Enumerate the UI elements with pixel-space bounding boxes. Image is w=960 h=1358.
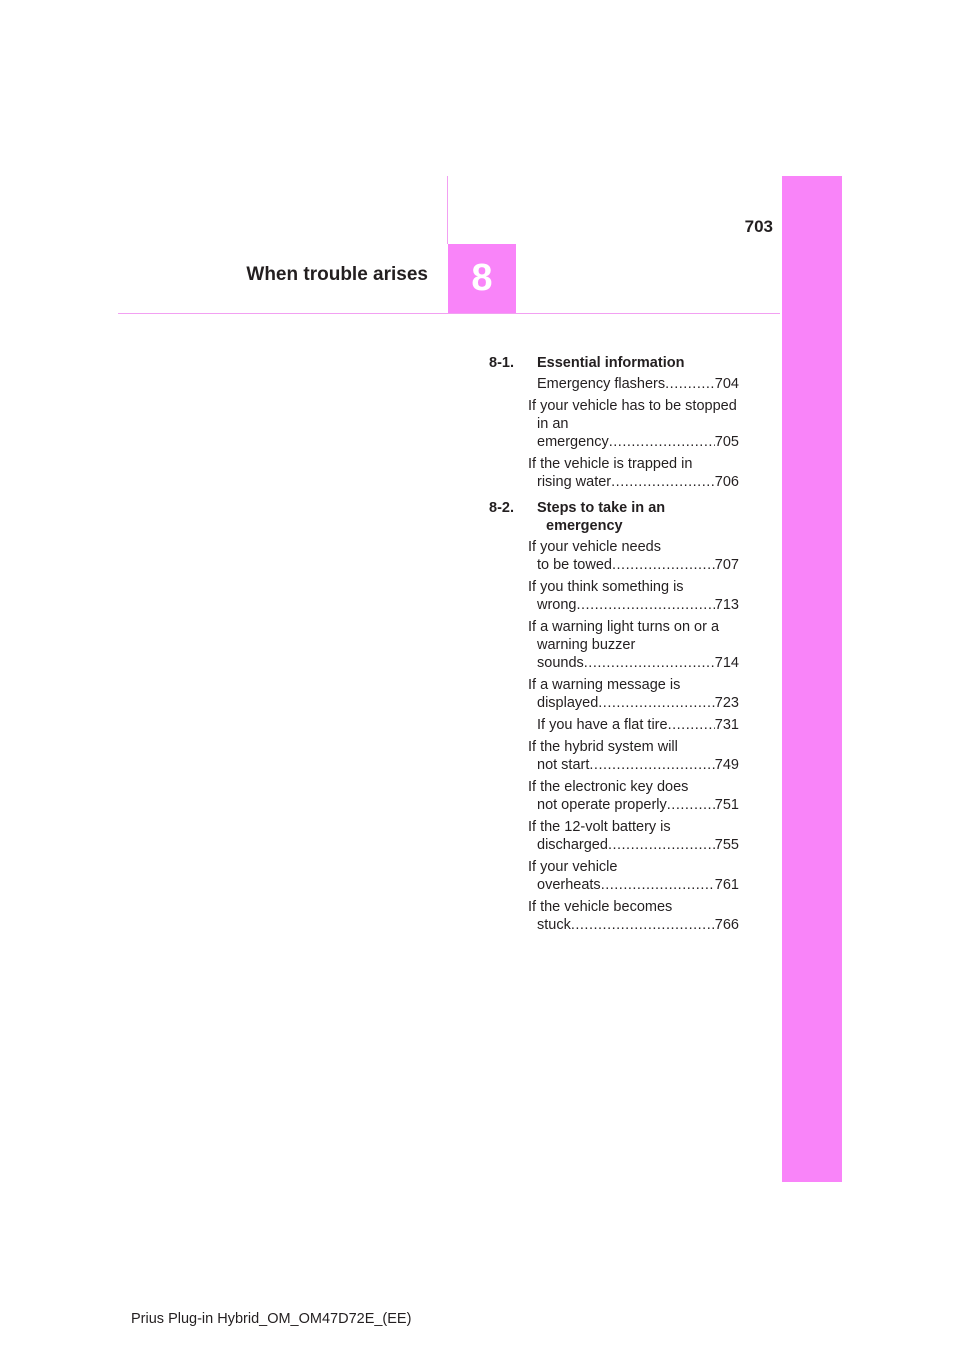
toc-entry-text-end: sounds [537,655,584,671]
toc-section [489,499,739,535]
toc-entry-text: If the hybrid system will [528,739,678,755]
toc-entry-text-end: rising water [537,474,612,490]
dot-leader [611,473,715,491]
toc-section [489,354,739,372]
dot-leader [584,654,715,672]
toc-entry-text: If the vehicle becomes [528,899,673,915]
toc-entry-text-end: emergency [537,434,609,450]
section-number: 8-2. [489,500,514,516]
toc-entry-text: If your vehicle has to be stopped in an [528,398,737,432]
toc-entry-text-end: not operate properly [537,797,667,813]
toc-entry[interactable] [528,397,739,451]
chapter-number-badge: 8 [448,244,516,313]
toc-entry-text: If you think something is [528,579,684,595]
toc-entry-text-end: displayed [537,695,599,711]
toc-entry-text-end: stuck [537,917,571,933]
toc-entry-page: 705 [714,434,739,450]
toc-entry-text-end: wrong [537,597,577,613]
toc-entry-text-end: discharged [537,837,608,853]
dot-leader [571,916,715,934]
toc-entry-text: If the vehicle is trapped in [528,456,693,472]
toc-entry[interactable] [528,898,739,934]
toc-entry-text-end: to be towed [537,557,612,573]
toc-entry-page: 761 [714,877,739,893]
toc-entry-page: 704 [714,376,739,392]
page-number: 703 [744,217,773,236]
section-title: Steps to take in an emergency [537,500,666,534]
toc-entry-text: If a warning light turns on or a warning buzzer [528,619,720,653]
toc-entry-page: 714 [714,655,739,671]
section-title: Essential information [537,355,685,371]
toc-entry[interactable] [528,858,739,894]
toc-entry[interactable] [528,676,739,712]
toc-entry-page: 755 [714,837,739,853]
toc-entry[interactable] [528,455,739,491]
dot-leader [601,876,715,894]
toc-entry-text: If the electronic key does [528,779,689,795]
dot-leader [577,596,715,614]
toc-entry-text: If the 12-volt battery is [528,819,671,835]
toc-entry[interactable] [528,778,739,814]
toc-entry[interactable] [528,716,739,734]
document-footer: Prius Plug-in Hybrid_OM_OM47D72E_(EE) [131,1311,412,1327]
toc-entry-text-end: If you have a flat tire [537,717,668,733]
toc-entry-text: If your vehicle [528,859,618,875]
toc-entry-page: 723 [714,695,739,711]
toc-entry-page: 766 [714,917,739,933]
toc-entry-text-end: not start [537,757,590,773]
toc-entry-page: 749 [714,757,739,773]
toc-entry[interactable] [528,618,739,672]
toc-entry-page: 706 [714,474,739,490]
toc-entry-text-end: Emergency flashers [537,376,666,392]
toc-entry[interactable] [528,578,739,614]
toc-entry-text: If a warning message is [528,677,681,693]
toc-entry[interactable] [528,375,739,393]
dot-leader [667,796,715,814]
toc-entry[interactable] [528,738,739,774]
toc-entry-text: If your vehicle needs [528,539,661,555]
dot-leader [598,694,715,712]
chapter-side-tab [782,176,842,1182]
dot-leader [612,556,715,574]
chapter-title: When trouble arises [246,264,428,285]
toc-entry-page: 713 [714,597,739,613]
toc-entry[interactable] [528,538,739,574]
toc-entry[interactable] [528,818,739,854]
header-horizontal-rule [118,313,780,314]
toc-entry-page: 731 [714,717,739,733]
dot-leader [609,433,715,451]
header-vertical-rule [447,176,448,244]
toc-entry-page: 751 [714,797,739,813]
dot-leader [665,375,715,393]
toc-entry-text-end: overheats [537,877,601,893]
dot-leader [668,716,715,734]
dot-leader [589,756,714,774]
section-number: 8-1. [489,355,514,371]
dot-leader [608,836,715,854]
toc-entry-page: 707 [714,557,739,573]
table-of-contents [489,354,739,938]
